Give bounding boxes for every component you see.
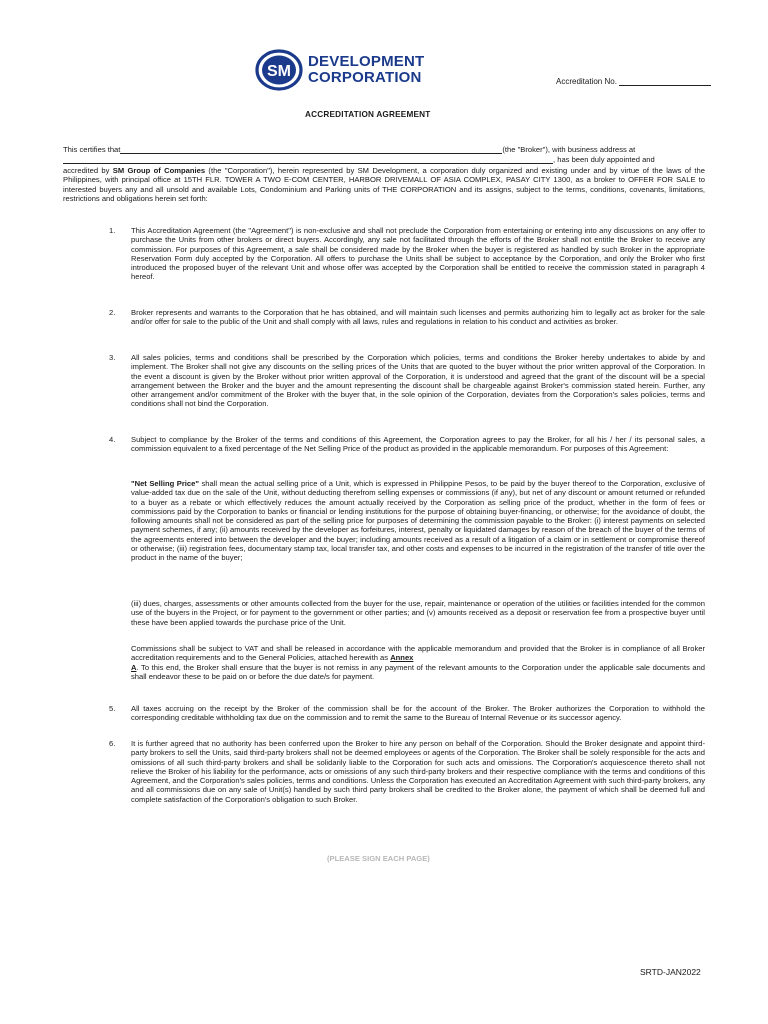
business-address-blank[interactable]	[63, 155, 553, 164]
intro-body: (the "Corporation"), herein represented by SM Development, a corporation duly organized and existing under and by virtue of the laws of the Philippines, with principal office at 15TH FLR. TOWER A TWO E-COM CENTER, HARBOR DRIVEMALL OF ASIA COMPLEX, PASAY CITY 1300, as a broker to OFFER FOR SALE to interested buyers any and all unsold and available Lots, Condominium and Parking units of THE CORPORATION and its assigns, subject to the terms, conditions, covenants, limitations, restrictions and obligations herein set forth:	[63, 166, 705, 203]
sign-each-page-note: (PLEASE SIGN EACH PAGE)	[327, 854, 430, 863]
clause-1-number: 1.	[109, 226, 116, 235]
vat-text-b: . To this end, the Broker shall ensure that the buyer is not remiss in any payment of the relevant amounts to the Corporation under the applicable sale documents and shall endeavor these to be paid on or before the due date/s for payment.	[131, 662, 705, 681]
intro-appointed: , has been duly appointed and	[553, 155, 655, 164]
net-selling-price-exclusions: (iii) dues, charges, assessments or other amounts collected from the buyer for the use, repair, maintenance or operation of the utilities or facilities intended for the common use of the buyers in the Project, or for payment to the government or other parties; and (v) amounts received as a deposit or reservation fee from a prospective buyer until these have been applied towards the purchase price of the Unit.	[131, 599, 705, 627]
logo-mark: SM	[267, 63, 291, 80]
logo-text	[308, 54, 424, 86]
intro-paragraph	[63, 166, 705, 203]
intro-accredited: accredited by	[63, 166, 113, 175]
document-code: SRTD-JAN2022	[640, 967, 701, 977]
commission-vat-paragraph	[131, 644, 705, 681]
clause-5-text: All taxes accruing on the receipt by the Broker of the commission shall be for the account of the Broker. The Broker authorizes the Corporation to withhold the corresponding creditable withholding tax due on the commission and to remit the same to the Bureau of Internal Revenue or its successor agency.	[131, 704, 705, 723]
logo-line-1: DEVELOPMENT	[308, 53, 425, 70]
intro-broker-address: (the "Broker"), with business address at	[502, 145, 636, 154]
document-title: ACCREDITATION AGREEMENT	[305, 110, 431, 119]
clause-5-number: 5.	[109, 704, 116, 713]
accreditation-label: Accreditation No.	[556, 77, 617, 86]
intro-line-2	[63, 155, 713, 164]
clause-2-text: Broker represents and warrants to the Corporation that he has obtained, and will maintain such licenses and permits authorizing him to legally act as broker for the sale and/or offer for sale to the public of the Unit and shall comply with all laws, rules and regulations in relation to his conduct and activities as broker.	[131, 308, 705, 327]
company-logo	[255, 49, 435, 91]
net-selling-price-definition	[131, 479, 705, 563]
intro-line-1	[63, 145, 703, 154]
clause-6-number: 6.	[109, 739, 116, 748]
clause-3-number: 3.	[109, 353, 116, 362]
broker-name-blank[interactable]	[120, 145, 502, 154]
intro-group-name: SM Group of Companies	[112, 166, 206, 175]
vat-text-a: Commissions shall be subject to VAT and shall be released in accordance with the applicable memorandum and provided that the Broker is in compliance of all Broker accreditation requirements and to the General Policies, attached herewith as	[131, 644, 705, 663]
annex-label: Annex	[390, 653, 414, 663]
accreditation-number-field	[556, 76, 711, 86]
sm-logo-icon	[255, 49, 303, 91]
net-selling-price-term: "Net Selling Price"	[131, 479, 199, 488]
clause-6-text: It is further agreed that no authority has been conferred upon the Broker to hire any person on behalf of the Corporation. Should the Broker designate and appoint third-party brokers to sell the Units, said third-party brokers shall not be deemed employees or agents of the Corporation. The Broker shall be solely responsible for the acts and omissions of all such third-party brokers and shall be solidarily liable to the Corporation for such acts and omissions. The Corporation's acquiescence thereto shall not relieve the Broker of his liability for the performance, acts or omissions of any such third-party brokers and their respective compliance with the terms and conditions of this Agreement, and the Corporation's sales policies, terms and conditions. Unless the Corporation has executed an Accreditation Agreement with such third-party brokers, any and all commissions due on any sale of Unit(s) handled by such third party brokers shall be credited to the Broker alone, the payment of which shall be deemed full and complete satisfaction of the Corporation's obligation to such Broker.	[131, 739, 705, 804]
accreditation-blank[interactable]	[619, 76, 711, 86]
logo-line-2: CORPORATION	[308, 69, 422, 86]
clause-4-text: Subject to compliance by the Broker of the terms and conditions of this Agreement, the Corporation agrees to pay the Broker, for all his / her / its personal sales, a commission equivalent to a fixed percentage of the Net Selling Price of the product as provided in the applicable memorandum. For purposes of this Agreement:	[131, 435, 705, 454]
net-selling-price-body: shall mean the actual selling price of a Unit, which is expressed in Philippine Pesos, to be paid by the buyer thereof to the Corporation, exclusive of value-added tax due on the sale of the Unit, without deducting therefrom selling expenses or commissions (if any), but net of any discount or amount returned or refunded to a buyer as a rebate or which effectively reduces the amount actually received by the Corporation as selling price of the product, whether in the form of fees or commissions paid by the Corporation to banks or financial or lending institutions for the purpose of obtaining buyer-financing, or otherwise; for the avoidance of doubt, the following amounts shall not be considered as part of the selling price for purposes of determining the commission payable to the Broker: (i) interest payments on selected payment schemes, if any; (ii) amounts received by the developer as forfeitures, interest, penalty or liquidated damages by reason of the breach of the buyer of the terms of the agreements entered into between the developer and the buyer; including amounts received as a result of a litigation of a claim or in settlement or compromise thereof or otherwise; (iii) registration fees, documentary stamp tax, local transfer tax, and other costs and expenses to be incurred in the registration of the transfer of title over the product in the name of the buyer;	[131, 479, 705, 563]
intro-certifies: This certifies that	[63, 145, 121, 154]
annex-letter: A	[131, 662, 137, 672]
clause-2-number: 2.	[109, 308, 116, 317]
clause-1-text: This Accreditation Agreement (the "Agreement") is non-exclusive and shall not preclude the Corporation from entertaining or entering into any discussions on any offer to purchase the Units from other brokers or direct buyers. Accordingly, any sale not facilitated through the efforts of the Broker shall not entitle the Broker to receive any commission. For purposes of this Agreement, a sale shall be considered made by the Broker when the buyer is registered as handled by such Broker in the appropriate Reservation Form duly accepted by the Corporation. All offers to purchase the Units shall be subject to acceptance by the Corporation, and only the Broker who first introduced the proposed buyer of the relevant Unit and whose offer was accepted by the Corporation shall be entitled to receive the commission stated in paragraph 4 hereof.	[131, 226, 705, 282]
clause-4-number: 4.	[109, 435, 116, 444]
clause-3-text: All sales policies, terms and conditions shall be prescribed by the Corporation which policies, terms and conditions the Broker hereby undertakes to abide by and implement. The Broker shall not give any discounts on the selling prices of the Units that are quoted to the buyer without the prior written approval of the Corporation. In the event a discount is given by the Broker without prior written approval of the Corporation, it is understood and agreed that the grant of the discount will be a special arrangement between the Broker and the buyer and the amount representing the discount shall be chargeable against Broker's commission stated herein. Further, any other arrangement and/or commitment of the Broker with the buyer that, in the sole opinion of the Corporation, deviates from the Corporation's sales policies, terms and conditions shall not bind the Corporation.	[131, 353, 705, 409]
